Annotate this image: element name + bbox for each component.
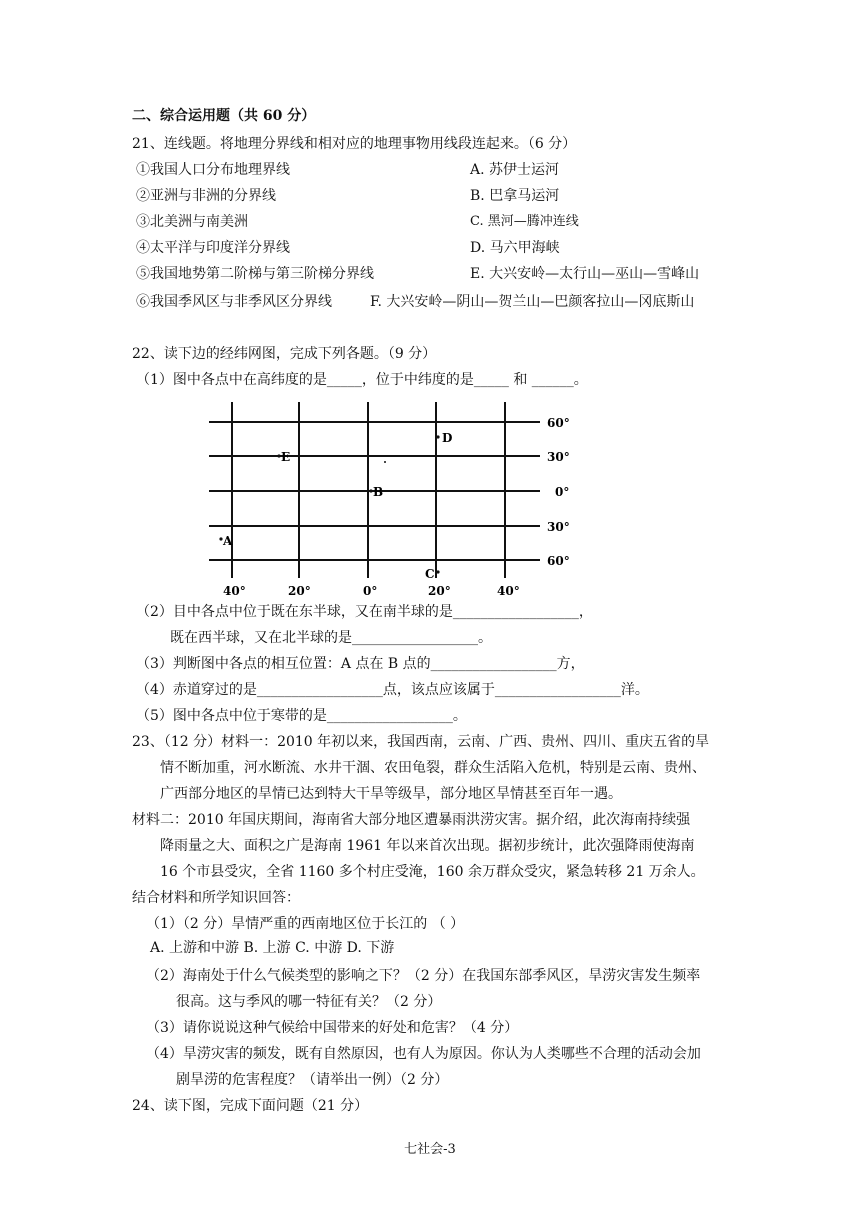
section-title: 二、综合运用题（共 60 分） (132, 108, 316, 124)
q23-sub-1-options: A. 上游和中游 B. 上游 C. 中游 D. 下游 (150, 940, 395, 956)
q21-right-item: A. 苏伊士运河 (470, 162, 560, 178)
lat-label: 60° (547, 554, 570, 568)
lat-lon-grid-map (195, 402, 595, 602)
point-d-dot (436, 435, 439, 438)
lon-label: 0° (363, 584, 378, 598)
q22-part-1: （1）图中各点中在高纬度的是_____，位于中纬度的是_____ 和 ______。 (136, 372, 588, 388)
lat-label: 30° (547, 520, 570, 534)
q21-left-item: ①我国人口分布地理界线 (136, 162, 290, 178)
q22-part-4: （4）赤道穿过的是__________________点，该点应该属于__________________洋。 (136, 682, 649, 698)
q23-sub-2: （2）海南处于什么气候类型的影响之下？（2 分）在我国东部季风区，旱涝灾害发生频率 (146, 968, 701, 984)
q23-sub-4: 剧旱涝的危害程度？（请举出一例）（2 分） (176, 1072, 449, 1088)
point-c-dot (436, 570, 439, 573)
q21-right-item: C. 黑河—腾冲连线 (470, 214, 579, 229)
q21-left-item: ④太平洋与印度洋分界线 (136, 240, 290, 256)
q23-material-2: 降雨量之大、面积之广是海南 1961 年以来首次出现。据初步统计，此次强降雨使海南 (160, 838, 695, 854)
lat-label: 0° (555, 485, 570, 499)
q22-part-2b: 既在西半球，又在北半球的是__________________。 (170, 630, 492, 646)
lon-label: 40° (223, 584, 246, 598)
q21-left-item: ②亚洲与非洲的分界线 (136, 188, 276, 204)
q23-material-1: 广西部分地区的旱情已达到特大干旱等级旱，部分地区旱情甚至百年一遇。 (160, 786, 622, 802)
lon-label: 20° (288, 584, 311, 598)
speck-dot (384, 461, 386, 463)
q21-left-item: ③北美洲与南美洲 (136, 214, 248, 230)
q23-sub-2: 很高。这与季风的哪一特征有关？（2 分） (176, 994, 442, 1010)
point-a-label: A (223, 534, 233, 548)
q21-right-item: D. 马六甲海峡 (470, 240, 560, 256)
point-b-label: B (373, 485, 384, 499)
q23-sub-3: （3）请你说说这种气候给中国带来的好处和危害？（4 分） (146, 1020, 519, 1036)
q22-part-2a: （2）目中各点中位于既在东半球，又在南半球的是__________________， (136, 604, 593, 620)
q21-left-item: ⑥我国季风区与非季风区分界线 (136, 294, 332, 310)
q23-sub-4: （4）旱涝灾害的频发，既有自然原因，也有人为原因。你认为人类哪些不合理的活动会加 (146, 1046, 701, 1062)
q23-sub-1: （1）（2 分）旱情严重的西南地区位于长江的 （ ） (146, 916, 465, 932)
q21-left-item: ⑤我国地势第二阶梯与第三阶梯分界线 (136, 266, 374, 282)
point-d-label: D (442, 431, 453, 445)
q21-stem: 21、连线题。将地理分界线和相对应的地理事物用线段连起来。（6 分） (132, 136, 577, 152)
q23-material-2: 16 个市县受灾，全省 1160 多个村庄受淹，160 余万群众受灾，紧急转移 21 万余人。 (160, 864, 705, 880)
q23-material-1: 23、（12 分）材料一：2010 年初以来，我国西南，云南、广西、贵州、四川、重庆五省的旱 (132, 734, 710, 750)
q22-part-3: （3）判断图中各点的相互位置：A 点在 B 点的__________________方， (136, 656, 585, 672)
q23-material-1: 情不断加重，河水断流、水井干涸、农田龟裂，群众生活陷入危机，特别是云南、贵州、 (160, 760, 706, 776)
q22-stem: 22、读下边的经纬网图，完成下列各题。（9 分） (132, 346, 437, 362)
lat-label: 60° (547, 416, 570, 430)
page-footer: 七社会-3 (404, 1142, 456, 1157)
lon-label: 20° (428, 584, 451, 598)
point-c-label: C (425, 567, 435, 581)
q21-right-item: F. 大兴安岭—阴山—贺兰山—巴颜客拉山—冈底斯山 (370, 294, 695, 310)
q23-material-2: 材料二：2010 年国庆期间，海南省大部分地区遭暴雨洪涝灾害。据介绍，此次海南持续强 (132, 812, 691, 828)
q24-stem: 24、读下图，完成下面问题（21 分） (132, 1098, 369, 1114)
lon-label: 40° (497, 584, 520, 598)
q22-part-5: （5）图中各点中位于寒带的是__________________。 (136, 708, 467, 724)
q23-intro: 结合材料和所学知识回答： (132, 890, 300, 906)
q21-right-item: E. 大兴安岭—太行山—巫山—雪峰山 (470, 266, 700, 282)
point-e-label: E (281, 450, 291, 464)
q21-right-item: B. 巴拿马运河 (470, 188, 560, 204)
lat-label: 30° (547, 450, 570, 464)
